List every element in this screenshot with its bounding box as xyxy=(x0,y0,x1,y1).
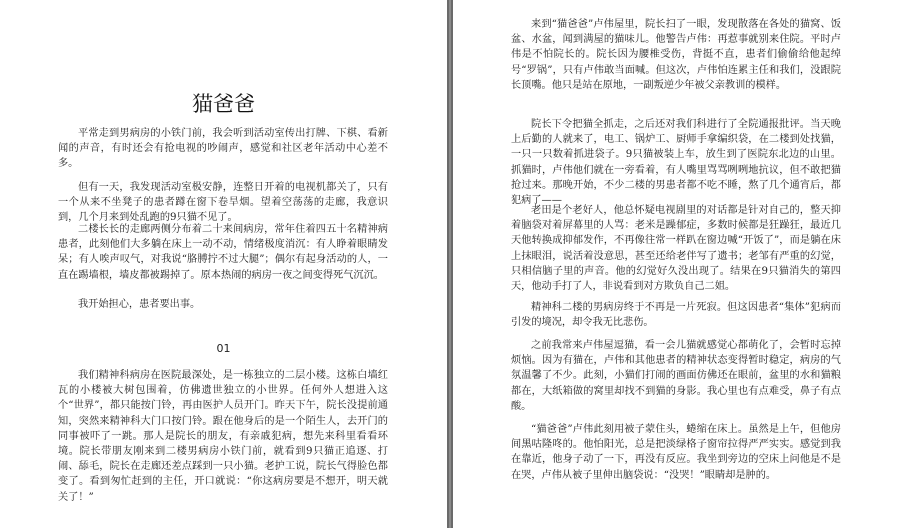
right-paragraph-5: 之前我常来卢伟屋逗猫，看一会儿猫就感觉心都萌化了，会暂时忘掉烦恼。因为有猫在，卢伟和其他患者的精神状态变得暂时稳定，病房的气氛温馨了不少。此刻，小猫们打闹的画面仿佛还在眼前，盆里的水和猫粮都在，大纸箱做的窝里却找不到猫的身影。我心里也有点难受，鼻子有点酸。 xyxy=(511,340,841,412)
right-paragraph-4: 精神科二楼的男病房终于不再是一片死寂。但这因患者“集体”犯病而引发的境况，却令我无比悲伤。 xyxy=(511,302,841,329)
left-chapter-paragraph: 我们精神科病房在医院最深处，是一栋独立的二层小楼。这栋白墙红瓦的小楼被大树包围着，仿佛遗世独立的小世界。任何外人想进入这个“世界”，都只能按门铃，再由医护人员开门。昨天下午，院长没提前通知，突然来精神科大门口按门铃。跟在他身后的是一个陌生人，去开门的同事被吓了一跳。那人是院长的朋友，有亲戚犯病，想先来科里看看环境。院长带朋友刚来到二楼男病房小铁门前，就看到9只猫正追逐、打闹、舔毛，院长在走廊还差点踩到一只小猫。老护工说，院长气得脸色都变了。看到匆忙赶到的主任，开口就说：“你这病房要是不想开，明天就关了！” xyxy=(58,370,388,503)
page-divider xyxy=(449,0,451,528)
right-paragraph-2: 院长下令把猫全抓走，之后还对我们科进行了全院通报批评。当天晚上后勤的人就来了，电工、锅炉工、厨师手拿编织袋，在二楼到处找猫，一只一只数着抓进袋子。9只猫被装上车，放生到了医院东北边的山里。抓猫时，卢伟他们就在一旁看着，有人嘴里骂骂咧咧地抗议，但不敢把猫抢过来。那晚开始，不少二楼的男患者都不吃不睡，熬了几个通宵后，都犯病了—— xyxy=(511,119,841,207)
left-paragraph-4: 我开始担心，患者要出事。 xyxy=(78,299,201,310)
right-paragraph-6: “猫爸爸”卢伟此刻用被子蒙住头，蜷缩在床上。虽然是上午，但他房间黑咕隆咚的。他怕阳光，总是把淡绿格子窗帘拉得严严实实。感觉到我在靠近，他身子动了一下，再没有反应。我坐到旁边的空床上问他是不是在哭，卢伟从被子里伸出脑袋说：“没哭！”眼睛却是肿的。 xyxy=(511,424,841,481)
left-paragraph-1: 平常走到男病房的小铁门前，我会听到活动室传出打牌、下棋、看新闻的声音，有时还会有抢电视的吵闹声，感觉和社区老年活动中心差不多。 xyxy=(58,128,388,170)
right-paragraph-3: 老田是个老好人，他总怀疑电视剧里的对话都是针对自己的，整天抑着脑袋对着屏幕里的人骂：老米是躁郁症，多数时候都是狂躁狂，最近几天他转换成抑郁发作，不再像往常一样趴在窗边喊“开饭了”，而是躺在床上抹眼泪，说活着没意思，甚至还给老伴写了遗书；老邹有严重的幻觉，只相信脑子里的声音。他的幻觉好久没出现了。结果在9只猫消失的第四天，他动手打了人，非说看到对方欺负自己二姐。 xyxy=(511,205,841,293)
right-page xyxy=(453,0,900,528)
left-paragraph-3: 二楼长长的走廊两侧分布着二十来间病房，常年住着四五十名精神病患者，此刻他们大多躺在床上一动不动，情绪极度消沉：有人睁着眼睛发呆；有人唉声叹气，对我说“胳膊拧不过大腿”；偶尔有起身活动的人，一直在踢墙根，墙皮都被踢掉了。原本热闹的病房一夜之间变得死气沉沉。 xyxy=(58,224,388,281)
chapter-number: 01 xyxy=(216,342,231,355)
left-paragraph-2: 但有一天，我发现活动室极安静，连整日开着的电视机都关了，只有一个从来不坐凳子的患者蹲在窗下卷旱烟。望着空荡荡的走廊，我意识到，几个月来到处乱跑的9只猫不见了。 xyxy=(58,182,388,224)
article-title: 猫爸爸 xyxy=(192,92,255,116)
left-page xyxy=(0,0,447,528)
right-paragraph-1: 来到“猫爸爸”卢伟屋里，院长扫了一眼，发现散落在各处的猫窝、饭盆、水盆，闻到满屋的猫味儿。他警告卢伟：再惹事就别来住院。平时卢伟是不怕院长的。院长因为腰椎受伤，背挺不直，患者们偷偷给他起绰号“罗锅”，只有卢伟敢当面喊。但这次，卢伟怕连累主任和我们，没跟院长顶嘴。他只是站在原地，一副叛逆少年被父亲教训的模样。 xyxy=(511,19,841,91)
